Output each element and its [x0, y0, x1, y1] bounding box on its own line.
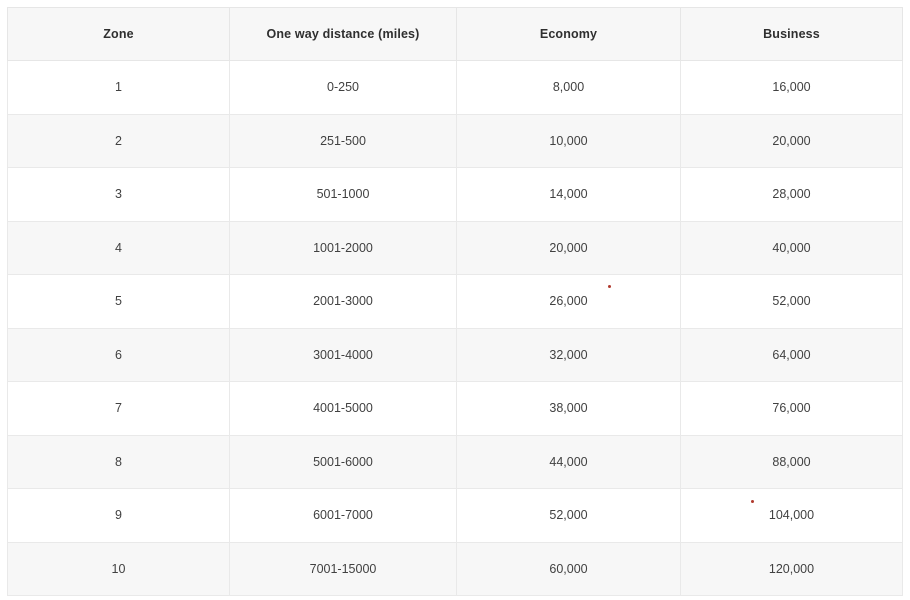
cell-business: 64,000	[681, 328, 903, 382]
cell-business: 76,000	[681, 382, 903, 436]
cell-zone: 8	[8, 435, 230, 489]
cell-distance: 251-500	[230, 114, 457, 168]
red-speck-artifact	[608, 285, 611, 288]
table-row	[8, 382, 903, 436]
cell-zone: 3	[8, 168, 230, 222]
cell-distance: 5001-6000	[230, 435, 457, 489]
table-row	[8, 435, 903, 489]
cell-distance: 4001-5000	[230, 382, 457, 436]
column-header-zone: Zone	[8, 8, 230, 61]
cell-economy: 60,000	[457, 542, 681, 596]
cell-distance: 6001-7000	[230, 489, 457, 543]
table-body	[8, 61, 903, 596]
table-row	[8, 328, 903, 382]
cell-zone: 5	[8, 275, 230, 329]
cell-economy: 14,000	[457, 168, 681, 222]
cell-distance: 501-1000	[230, 168, 457, 222]
cell-economy: 10,000	[457, 114, 681, 168]
table-header-row	[8, 8, 903, 61]
award-chart-table	[7, 7, 903, 596]
cell-economy: 8,000	[457, 61, 681, 115]
cell-zone: 4	[8, 221, 230, 275]
table-row	[8, 542, 903, 596]
cell-economy	[457, 275, 681, 329]
cell-business: 40,000	[681, 221, 903, 275]
column-header-economy: Economy	[457, 8, 681, 61]
table-row	[8, 61, 903, 115]
cell-economy-value: 26,000	[549, 294, 588, 309]
cell-business: 88,000	[681, 435, 903, 489]
table-row	[8, 489, 903, 543]
cell-distance: 0-250	[230, 61, 457, 115]
cell-zone: 1	[8, 61, 230, 115]
cell-economy: 32,000	[457, 328, 681, 382]
cell-zone: 10	[8, 542, 230, 596]
cell-distance: 1001-2000	[230, 221, 457, 275]
column-header-business: Business	[681, 8, 903, 61]
cell-distance: 3001-4000	[230, 328, 457, 382]
cell-zone: 2	[8, 114, 230, 168]
table-row	[8, 114, 903, 168]
cell-economy: 20,000	[457, 221, 681, 275]
cell-business: 16,000	[681, 61, 903, 115]
table-row	[8, 168, 903, 222]
table-row	[8, 275, 903, 329]
table-header	[8, 8, 903, 61]
cell-business: 120,000	[681, 542, 903, 596]
cell-distance: 2001-3000	[230, 275, 457, 329]
cell-economy: 52,000	[457, 489, 681, 543]
column-header-distance: One way distance (miles)	[230, 8, 457, 61]
red-speck-artifact	[751, 500, 754, 503]
cell-business-value: 104,000	[768, 508, 815, 523]
cell-economy: 38,000	[457, 382, 681, 436]
cell-business: 52,000	[681, 275, 903, 329]
cell-zone: 9	[8, 489, 230, 543]
table-row	[8, 221, 903, 275]
cell-business	[681, 489, 903, 543]
cell-distance: 7001-15000	[230, 542, 457, 596]
cell-zone: 6	[8, 328, 230, 382]
cell-business: 20,000	[681, 114, 903, 168]
cell-zone: 7	[8, 382, 230, 436]
cell-business: 28,000	[681, 168, 903, 222]
cell-economy: 44,000	[457, 435, 681, 489]
